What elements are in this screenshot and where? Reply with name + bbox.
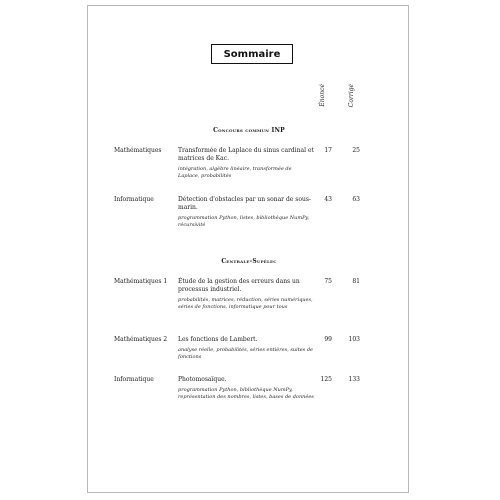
entry-subject: Mathématiques 1 xyxy=(114,278,168,285)
page-title: Sommaire xyxy=(223,48,281,60)
entry-title: Les fonctions de Lambert. xyxy=(178,336,258,343)
entry-subject: Mathématiques xyxy=(114,147,162,154)
entry-description xyxy=(178,147,314,179)
entry-title: Photomosaïque. xyxy=(178,376,227,383)
column-header-corrige: Corrigé xyxy=(348,84,355,108)
title-box xyxy=(211,44,293,64)
entry-keywords: analyse réelle, probabilités, séries entières, suites de fonctions xyxy=(178,347,313,360)
entry-corrige-page: 63 xyxy=(352,196,360,203)
entry-description xyxy=(178,196,314,228)
section-title-ccinp: Concours commun INP xyxy=(213,127,285,134)
entry-corrige-page: 25 xyxy=(352,147,360,154)
entry-keywords: intégration, algèbre linéaire, transformée de Laplace, probabilités xyxy=(178,166,292,179)
entry-description xyxy=(178,376,314,400)
entry-title: Transformée de Laplace du sinus cardinal et matrices de Kac. xyxy=(178,147,314,162)
entry-keywords: probabilités, matrices, réduction, séries numériques, séries de fonctions, informatique pour tous xyxy=(178,297,313,310)
entry-corrige-page: 133 xyxy=(348,376,360,383)
entry-enonce-page: 75 xyxy=(324,278,332,285)
entry-description xyxy=(178,278,314,310)
entry-subject: Informatique xyxy=(114,376,154,383)
book-page xyxy=(87,5,409,493)
entry-corrige-page: 81 xyxy=(352,278,360,285)
entry-enonce-page: 43 xyxy=(324,196,332,203)
section-title-centrale: Centrale-Supélec xyxy=(221,258,277,265)
entry-title: Détection d'obstacles par un sonar de sous-marin. xyxy=(178,196,311,211)
entry-keywords: programmation Python, bibliothèque NumPy, représentation des nombres, listes, bases de données xyxy=(178,387,314,400)
column-header-enonce: Énoncé xyxy=(319,84,326,107)
entry-keywords: programmation Python, listes, bibliothèque NumPy, récursivité xyxy=(178,215,310,228)
entry-enonce-page: 125 xyxy=(320,376,332,383)
entry-enonce-page: 99 xyxy=(324,336,332,343)
entry-enonce-page: 17 xyxy=(324,147,332,154)
entry-title: Étude de la gestion des erreurs dans un processus industriel. xyxy=(178,278,300,293)
entry-corrige-page: 103 xyxy=(348,336,360,343)
entry-subject: Mathématiques 2 xyxy=(114,336,168,343)
entry-description xyxy=(178,336,314,360)
entry-subject: Informatique xyxy=(114,196,154,203)
